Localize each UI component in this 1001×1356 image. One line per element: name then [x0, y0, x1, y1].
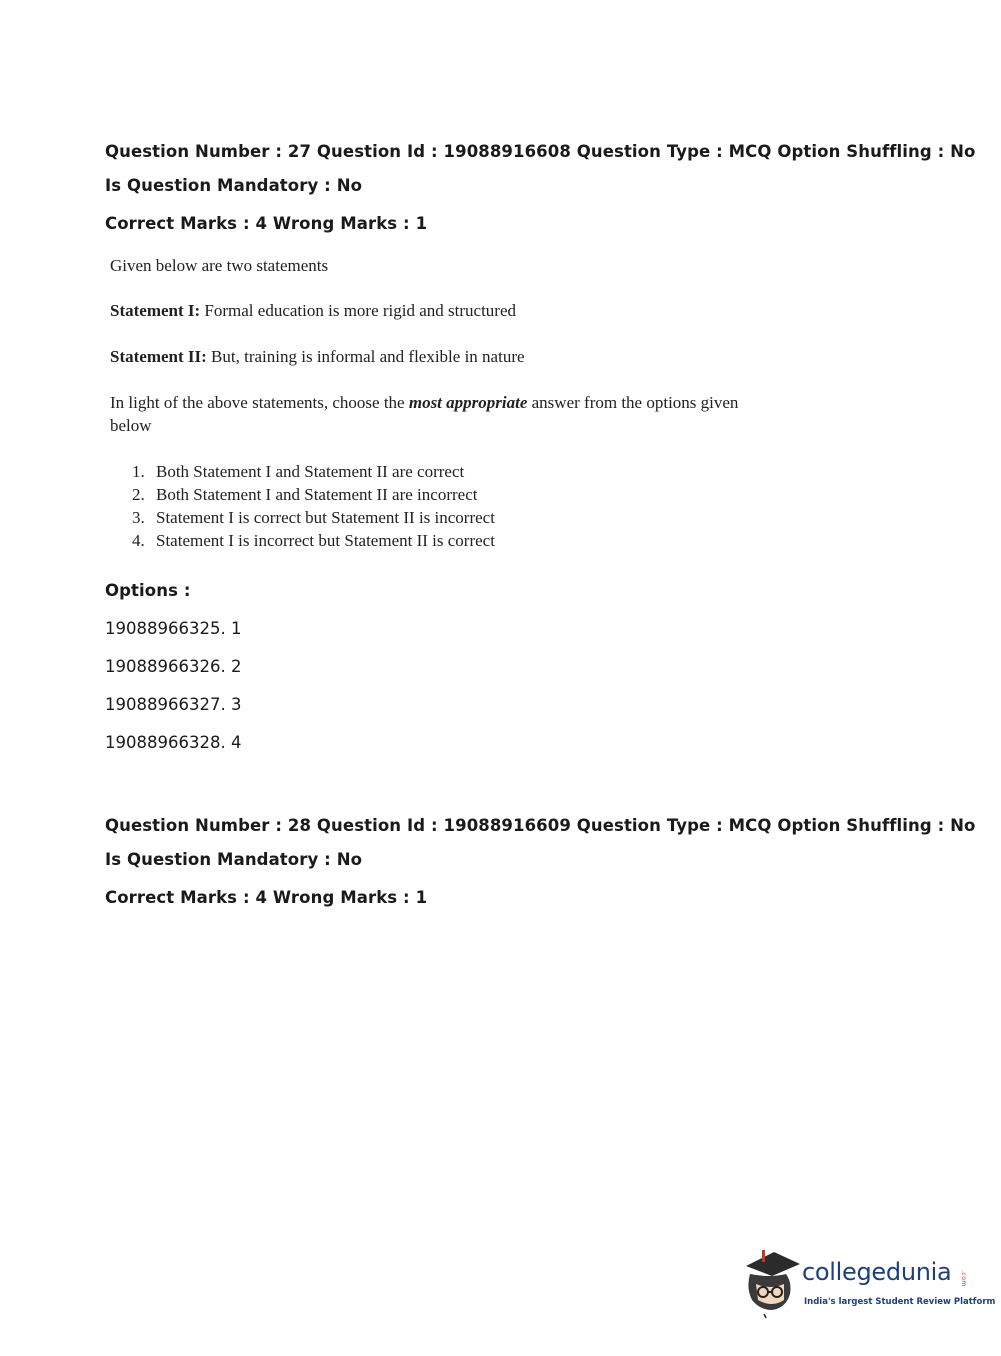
statement-1-text: Formal education is more rigid and structured — [200, 301, 517, 320]
q27-prompt — [110, 393, 738, 413]
choice-item: 1. Both Statement I and Statement II are correct — [132, 462, 465, 481]
mascot-icon — [740, 1248, 802, 1320]
q28-mandatory-line: Is Question Mandatory : No — [105, 850, 363, 869]
q27-choice-list — [132, 460, 495, 552]
statement-2-text: But, training is informal and flexible in nature — [206, 347, 525, 366]
q27-intro: Given below are two statements — [110, 256, 329, 275]
choice-item: 3. Statement I is correct but Statement II is incorrect — [132, 508, 495, 527]
choice-item: 2. Both Statement I and Statement II are incorrect — [132, 485, 478, 504]
q27-statement-2 — [110, 347, 525, 367]
q27-options-label: Options : — [105, 581, 191, 600]
option-item: 19088966328. 4 — [105, 733, 242, 752]
statement-1-label: Statement I: — [110, 301, 201, 320]
q28-marks-line: Correct Marks : 4 Wrong Marks : 1 — [105, 888, 428, 907]
statement-2-label: Statement II: — [110, 347, 207, 366]
prompt-part-a: In light of the above statements, choose the — [110, 393, 409, 412]
q27-marks-line: Correct Marks : 4 Wrong Marks : 1 — [105, 214, 428, 233]
choice-item: 4. Statement I is incorrect but Statement II is correct — [132, 531, 495, 550]
prompt-part-b: answer from the options given — [527, 393, 739, 412]
q27-prompt-cont: below — [110, 416, 152, 435]
collegedunia-logo — [740, 1248, 996, 1320]
logo-brand-text: collegedunia — [802, 1258, 952, 1286]
q27-mandatory-line: Is Question Mandatory : No — [105, 176, 363, 195]
option-item: 19088966325. 1 — [105, 619, 242, 638]
q28-header-line: Question Number : 28 Question Id : 19088916609 Question Type : MCQ Option Shuffling : No — [105, 816, 976, 835]
option-item: 19088966326. 2 — [105, 657, 242, 676]
prompt-emphasis: most appropriate — [408, 393, 528, 412]
q27-header-line: Question Number : 27 Question Id : 19088916608 Question Type : MCQ Option Shuffling : No — [105, 142, 976, 161]
option-item: 19088966327. 3 — [105, 695, 242, 714]
logo-tagline: India's largest Student Review Platform — [804, 1297, 996, 1307]
logo-com-text: .com — [960, 1270, 967, 1287]
q27-statement-1 — [110, 301, 516, 321]
